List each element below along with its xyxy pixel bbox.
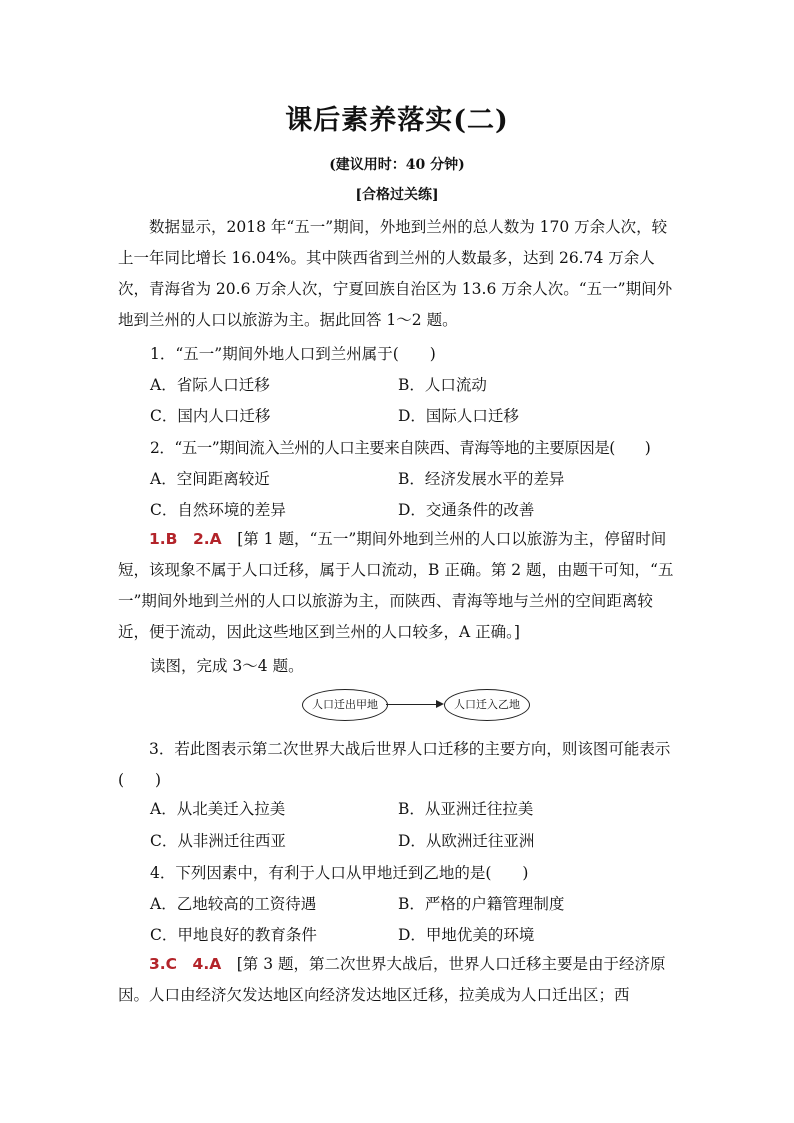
question-1-option-a: A．省际人口迁移 — [150, 376, 270, 394]
question-4-stem: 4．下列因素中，有利于人口从甲地迁到乙地的是( ) — [150, 864, 529, 882]
migration-diagram — [300, 686, 530, 726]
question-2-option-a: A．空间距离较近 — [150, 470, 270, 488]
answer-explanation-3-4: [第 3 题，第二次世界大战后，世界人口迁移主要是由于经济原因。人口由经济欠发达地区向经济发达地区迁移，拉美成为人口迁出区；西 — [118, 955, 666, 1004]
origin-node: 人口迁出甲地 — [302, 689, 388, 721]
intro-paragraph: 数据显示，2018 年“五一”期间，外地到兰州的总人数为 170 万余人次，较上一年同比增长 16.04%。其中陕西省到兰州的人数最多，达到 26.74 万余人次，青海省为 20.6 万余人次，宁夏回族自治区为 13.6 万余人次。“五一”期间外地到兰州的人口以旅游为主。据此回答 1～2 题。 — [118, 218, 673, 329]
question-3-option-c: C．从非洲迁往西亚 — [150, 832, 286, 850]
question-4-option-d: D．甲地优美的环境 — [398, 926, 535, 944]
answer-key-3-4: 3.C 4.A — [149, 955, 222, 973]
time-suggestion: (建议用时：40 分钟) — [329, 157, 465, 173]
destination-node: 人口迁入乙地 — [444, 689, 530, 721]
answer-explanation-1-2: [第 1 题，“五一”期间外地到兰州的人口以旅游为主，停留时间短，该现象不属于人口迁移，属于人口流动，B 正确。第 2 题，由题干可知，“五一”期间外地到兰州的人口以旅游为主，而陕西、青海等地与兰州的空间距离较近，便于流动，因此这些地区到兰州的人口较多，A 正确。] — [118, 530, 674, 641]
question-3-option-a: A．从北美迁入拉美 — [150, 800, 286, 818]
section-heading: [合格过关练] — [355, 187, 439, 203]
arrow-right-icon — [436, 700, 444, 708]
question-3-option-b: B．从亚洲迁往拉美 — [398, 800, 534, 818]
answer-1-2 — [118, 524, 678, 648]
question-4-option-c: C．甲地良好的教育条件 — [150, 926, 317, 944]
question-3-stem: 3．若此图表示第二次世界大战后世界人口迁移的主要方向，则该图可能表示( ) — [118, 740, 671, 789]
question-2-option-b: B．经济发展水平的差异 — [398, 470, 565, 488]
question-4-option-a: A．乙地较高的工资待遇 — [150, 895, 317, 913]
question-1-option-d: D．国际人口迁移 — [398, 407, 519, 425]
question-3-option-d: D．从欧洲迁往亚洲 — [398, 832, 535, 850]
question-1-stem: 1．“五一”期间外地人口到兰州属于( ) — [150, 345, 436, 363]
read-map-instruction: 读图，完成 3～4 题。 — [150, 657, 304, 675]
question-2-option-c: C．自然环境的差异 — [150, 501, 286, 519]
question-4-option-b: B．严格的户籍管理制度 — [398, 895, 565, 913]
answer-key-1-2: 1.B 2.A — [149, 530, 222, 548]
question-2-option-d: D．交通条件的改善 — [398, 501, 535, 519]
answer-3-4 — [118, 949, 678, 1011]
question-2-stem: 2．“五一”期间流入兰州的人口主要来自陕西、青海等地的主要原因是( ) — [150, 439, 651, 457]
question-1-option-c: C．国内人口迁移 — [150, 407, 271, 425]
question-1-option-b: B．人口流动 — [398, 376, 487, 394]
page-title: 课后素养落实(二) — [285, 105, 509, 136]
arrow-line — [386, 704, 438, 705]
